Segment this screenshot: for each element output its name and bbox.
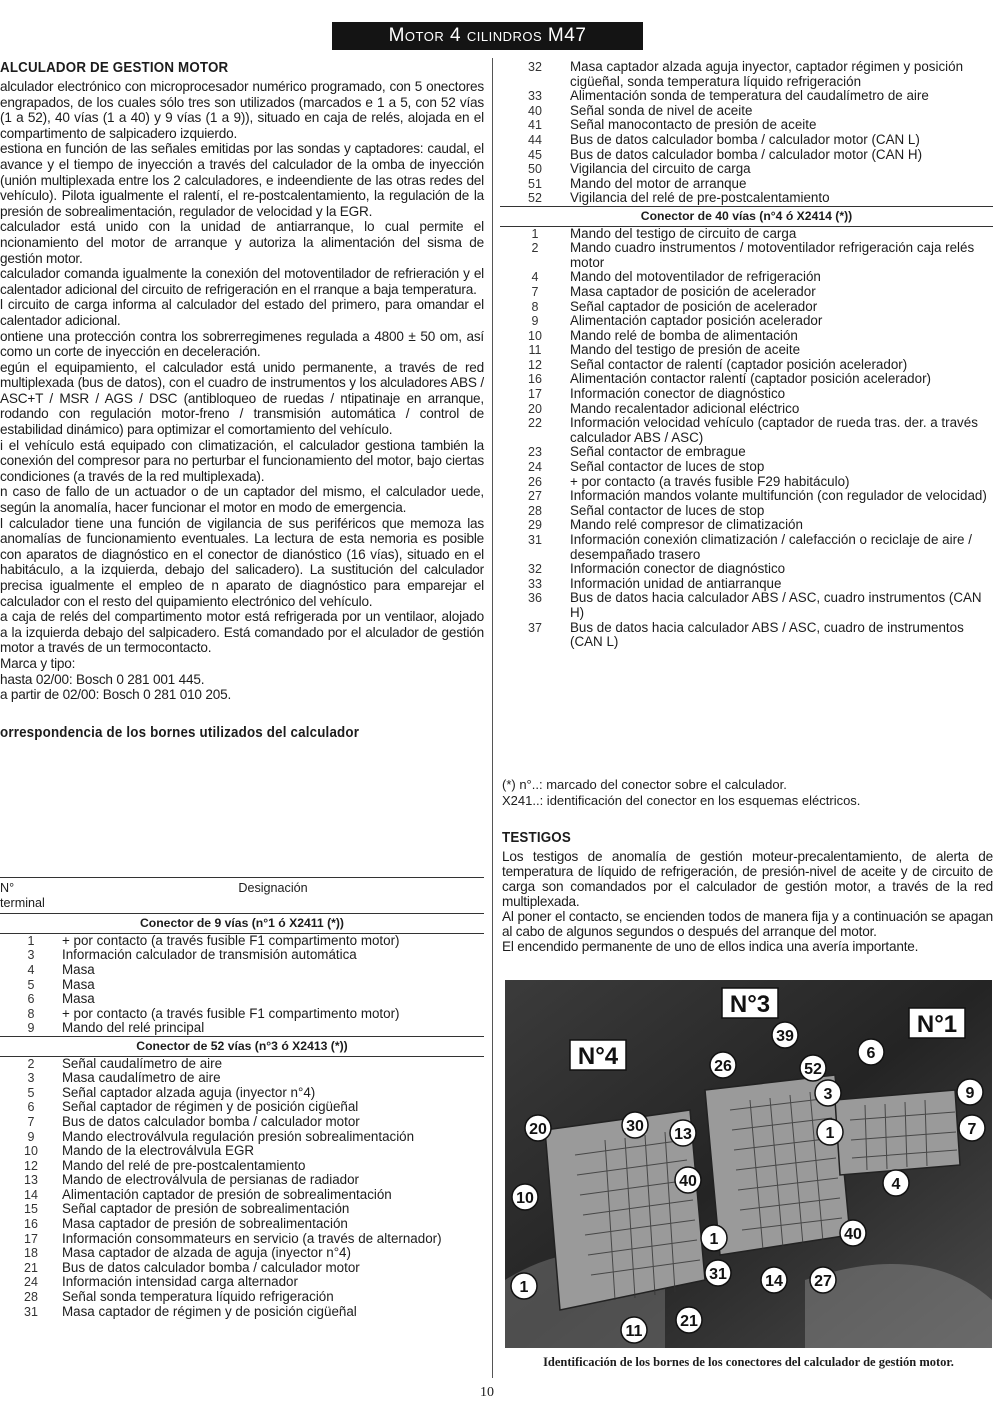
table-row: [0, 978, 484, 993]
terminal-number: 11: [528, 343, 542, 358]
callout-label-c52: 52: [804, 1061, 822, 1078]
terminal-number: 4: [27, 962, 35, 977]
table-row: [0, 1188, 484, 1203]
table-row: [500, 191, 993, 206]
terminal-number: 33: [528, 89, 542, 104]
terminal-number: 18: [24, 1246, 38, 1261]
terminal-number: 8: [531, 299, 539, 314]
terminal-number: 28: [528, 503, 542, 518]
terminal-designation: Información conector de diagnóstico: [570, 561, 786, 577]
label-n1: N°1: [916, 1011, 958, 1038]
footnote-marker: (*) n°..: marcado del conector sobre el calculador.: [502, 777, 787, 792]
terminal-designation: Masa: [62, 976, 95, 992]
col-designacion: Designación: [62, 878, 484, 914]
terminal-designation: Información conector de diagnóstico: [570, 386, 786, 402]
table-row: [500, 518, 993, 533]
connector-photo: [505, 980, 992, 1348]
terminal-number: 4: [531, 270, 539, 285]
table-row: [0, 933, 484, 948]
terminal-designation: Vigilancia del circuito de carga: [570, 161, 751, 177]
terminal-designation: Alimentación captador posición acelerador: [570, 313, 823, 329]
table-row: [0, 948, 484, 963]
terminal-designation: Señal sonda temperatura líquido refrigeración: [62, 1289, 334, 1305]
table-row: [0, 1130, 484, 1145]
table-row: [500, 104, 993, 119]
terminal-number: 5: [27, 977, 35, 992]
terminal-designation: Alimentación contactor ralentí (captador posición acelerador): [570, 371, 931, 387]
table-row: [500, 314, 993, 329]
terminal-number: 8: [27, 1006, 35, 1021]
table-row: [0, 1071, 484, 1086]
terminal-designation: Mando del testigo de presión de aceite: [570, 342, 801, 358]
terminal-number: 50: [528, 162, 542, 177]
table-row: [500, 148, 993, 163]
terminal-number: 20: [528, 401, 542, 416]
left-column: [0, 60, 484, 741]
terminal-designation: Bus de datos hacia calculador ABS / ASC, cuadro de instrumentos (CAN L): [570, 619, 964, 650]
table-row: [0, 1202, 484, 1217]
paragraph: alculador electrónico con microprocesador numérico programado, con 5 onectores engrapados, de los cuales sólo tres son utilizados (marcados e 1 a 5, con 52 vías (1 a 52), 40 vías (1 a 40) y 9 vías (1 a 9)), situado en caja de relés, alojada en el compartimento de salpicadero izquierdo.: [0, 79, 484, 141]
table-row: [0, 1275, 484, 1290]
table-row: [0, 1021, 484, 1036]
paragraph: n caso de fallo de un actuador o de un captador del mismo, el calculador uede, según la anomalía, hacer funcionar el motor en modo de emergencia.: [0, 484, 484, 516]
paragraph: egún el equipamiento, el calculador está unido permanente, a través de red multiplexada (bus de datos), con el cuadro de instrumentos y los alculadores ABS / ASC+T / MSR / AGS / DSC (antibloqueo de ruedas / ntipatinaje en arranque, rodando con regulación motor-freno / transmisión automática / control de estabilidad dinámico) para optimizar el comortamiento del vehículo.: [0, 359, 484, 438]
table-title: orrespondencia de los bornes utilizados del calculador: [0, 724, 360, 741]
terminal-designation: Mando de electroválvula de persianas de radiador: [62, 1172, 360, 1188]
terminal-designation: Masa captador de régimen y de posición cigüeñal: [62, 1303, 357, 1319]
page-banner: [332, 22, 643, 50]
connector-40-header: Conector de 40 vías (n°4 ó X2414 (*)): [500, 206, 993, 226]
terminal-designation: Mando relé compresor de climatización: [570, 517, 803, 533]
calculador-description: [0, 79, 484, 703]
terminal-designation: Información intensidad carga alternador: [62, 1274, 298, 1290]
terminal-designation: Información conexión climatización / calefacción o reciclaje de aire / desempañado trasero: [570, 532, 972, 562]
terminal-number: 26: [528, 474, 542, 489]
table-row: [500, 358, 993, 373]
paragraph: Marca y tipo:: [0, 655, 76, 671]
table-row: [500, 489, 993, 504]
terminal-designation: Mando recalentador adicional eléctrico: [570, 400, 800, 416]
terminal-designation: Información velocidad vehículo (captador de rueda tras. der. a través calculador ABS / ASC): [570, 415, 978, 445]
callout-label-c9: 9: [965, 1085, 975, 1102]
table-row: [500, 329, 993, 344]
terminal-number: 28: [24, 1290, 38, 1305]
terminal-designation: Mando cuadro instrumentos / motoventilador refrigeración caja relés motor: [570, 240, 975, 270]
terminal-designation: Bus de datos hacia calculador ABS / ASC, cuadro instrumentos (CAN H): [570, 590, 982, 620]
table-row: [500, 475, 993, 490]
terminal-number: 40: [528, 103, 542, 118]
table-row: [500, 445, 993, 460]
terminal-number: 45: [528, 147, 542, 162]
terminal-number: 3: [27, 948, 35, 963]
table-row: [0, 1056, 484, 1071]
terminal-number: 6: [27, 1100, 35, 1115]
terminal-designation: Señal contactor de embrague: [570, 444, 746, 460]
terminal-designation: Señal captador alzada aguja (inyector n°4): [62, 1084, 316, 1100]
terminal-designation: Bus de datos calculador bomba / calculador motor: [62, 1259, 360, 1275]
terminal-number: 23: [528, 445, 542, 460]
table-row: [500, 241, 993, 270]
table-row: [500, 118, 993, 133]
callout-label-c6: 6: [866, 1045, 876, 1062]
callout-label-c11: 11: [625, 1323, 643, 1340]
terminal-designation: Señal captador de presión de sobrealimentación: [62, 1201, 350, 1217]
terminal-number: 1: [27, 933, 35, 948]
table-row: [500, 591, 993, 620]
terminal-number: 2: [531, 241, 539, 256]
terminal-number: 31: [24, 1304, 38, 1319]
table-row: [500, 372, 993, 387]
callout-label-c4: 4: [891, 1176, 901, 1193]
label-n4: N°4: [577, 1043, 619, 1070]
terminal-number: 6: [27, 992, 35, 1007]
terminal-number: 29: [528, 518, 542, 533]
table-row: [0, 992, 484, 1007]
terminal-number: 24: [24, 1275, 38, 1290]
terminal-number: 17: [24, 1231, 38, 1246]
terminal-designation: Mando del testigo de circuito de carga: [570, 225, 797, 241]
connector-52-rows: [0, 1056, 484, 1319]
terminal-number: 51: [528, 176, 542, 191]
paragraph: El encendido permanente de uno de ellos indica una avería importante.: [502, 939, 919, 954]
terminal-number: 41: [528, 118, 542, 133]
table-row: [0, 1159, 484, 1174]
terminal-number: 1: [531, 226, 539, 241]
table-row: [500, 226, 993, 241]
table-row: [0, 1305, 484, 1320]
label-n3: N°3: [729, 991, 771, 1018]
callout-label-c7: 7: [967, 1121, 977, 1138]
callout-label-c1b: 1: [709, 1231, 719, 1248]
terminal-number: 12: [528, 357, 542, 372]
connector-40-rows: [500, 226, 993, 650]
callout-label-c40b: 40: [844, 1226, 862, 1243]
paragraph: a caja de relés del compartimento motor está refrigerada por un ventilaor, alojado a la izquierda debajo del salpicadero. Está comandado por el alculador de gestión motor a través de un termocontacto.: [0, 609, 484, 656]
paragraph: i el vehículo está equipado con climatización, el calculador gestiona también la conexión del compresor para no perturbar el funcionamiento del motor, bajo ciertas condiciones (a través de la red multiplexada).: [0, 437, 484, 484]
paragraph: Los testigos de anomalía de gestión moteur-precalentamiento, de alerta de temperatura de líquido de refrigeración, de presión-nivel de aceite y de circuito de carga son comandados por el calculador de gestión motor, a través de la red multiplexada.: [502, 849, 993, 909]
terminal-designation: Bus de datos calculador bomba / calculador motor: [62, 1113, 360, 1129]
terminal-number: 16: [24, 1217, 38, 1232]
terminal-number: 10: [24, 1144, 38, 1159]
callout-label-c1c: 1: [519, 1279, 529, 1296]
terminal-number: 32: [528, 60, 542, 74]
terminal-number: 37: [528, 620, 542, 635]
terminal-number: 31: [528, 533, 542, 547]
terminal-number: 36: [528, 591, 542, 606]
terminal-designation: Información mandos volante multifunción (con regulador de velocidad): [570, 488, 987, 504]
terminal-designation: Señal contactor de luces de stop: [570, 459, 765, 475]
photo-caption: Identificación de los bornes de los conectores del calculador de gestión motor.: [543, 1355, 954, 1369]
terminal-designation: Información unidad de antiarranque: [570, 575, 782, 591]
paragraph: a partir de 02/00: Bosch 0 281 010 205.: [0, 687, 232, 703]
paragraph: Al poner el contacto, se encienden todos de manera fija y a continuación se apagan al cabo de algunos segundos o después del arranque del motor.: [502, 909, 993, 939]
terminal-number: 7: [531, 284, 539, 299]
banner-text: Motor 4 cilindros M47: [388, 25, 587, 46]
terminal-number: 17: [528, 387, 542, 402]
callout-label-c1a: 1: [825, 1125, 835, 1142]
callout-label-c13: 13: [674, 1126, 692, 1143]
table-header-row: [0, 878, 484, 914]
terminal-designation: Mando de la electroválvula EGR: [62, 1143, 255, 1159]
paragraph: calculador comanda igualmente la conexión del motoventilador de refrieración y el calentador adicional del circuito de refrigeración en el rranque a baja temperatura.: [0, 266, 484, 297]
connector-9-header: Conector de 9 vías (n°1 ó X2411 (*)): [0, 914, 484, 934]
footnotes: [502, 777, 860, 809]
table-row: [500, 416, 993, 445]
table-row: [0, 1086, 484, 1101]
terminal-designation: Mando relé de bomba de alimentación: [570, 327, 798, 343]
table-row: [500, 533, 993, 562]
terminal-designation: Información consommateurs en servicio (a través de alternador): [62, 1230, 442, 1246]
terminal-designation: Bus de datos calculador bomba / calculador motor (CAN L): [570, 131, 920, 147]
table-row: [500, 177, 993, 192]
table-row: [500, 621, 993, 650]
terminal-designation: Masa captador de presión de sobrealimentación: [62, 1216, 348, 1232]
table-row: [0, 1232, 484, 1247]
terminal-designation: Señal contactor de luces de stop: [570, 502, 765, 518]
terminal-designation: Señal caudalímetro de aire: [62, 1055, 223, 1071]
section-heading-testigos: TESTIGOS: [502, 830, 571, 846]
terminal-number: 2: [27, 1056, 35, 1071]
table-row: [500, 270, 993, 285]
table-row: [500, 504, 993, 519]
callout-label-c14: 14: [765, 1273, 783, 1290]
terminal-designation: Señal contactor de ralentí (captador posición acelerador): [570, 356, 908, 372]
terminal-number: 9: [531, 314, 539, 329]
terminal-designation: Señal manocontacto de presión de aceite: [570, 117, 817, 133]
terminal-number: 14: [24, 1187, 38, 1202]
table-row: [500, 133, 993, 148]
terminal-number: 32: [528, 562, 542, 577]
terminal-number: 27: [528, 489, 542, 504]
terminal-number: 3: [27, 1071, 35, 1086]
table-row: [0, 1290, 484, 1305]
terminal-table-right: [500, 60, 993, 650]
table-row: [500, 562, 993, 577]
terminal-number: 13: [24, 1173, 38, 1188]
terminal-designation: Mando del motor de arranque: [570, 175, 747, 191]
table-row: [500, 89, 993, 104]
paragraph: ontiene una protección contra los sobrerregimenes regulada a 4800 ± 50 om, así como un corte de inyección en deceleración.: [0, 328, 484, 360]
terminal-number: 7: [27, 1114, 35, 1129]
terminal-number: 33: [528, 576, 542, 591]
terminal-designation: Señal sonda de nivel de aceite: [570, 102, 753, 118]
connector-illustration: [505, 980, 992, 1348]
section-heading-calculador: ALCULADOR DE GESTION MOTOR: [0, 60, 229, 76]
table-row: [500, 285, 993, 300]
callout-label-c39: 39: [776, 1028, 794, 1045]
connector-9-rows: [0, 933, 484, 1036]
callout-label-c10: 10: [516, 1190, 534, 1207]
terminal-designation: Bus de datos calculador bomba / calculador motor (CAN H): [570, 146, 923, 162]
footnote-connector: X241..: identificación del conector en los esquemas eléctricos.: [502, 793, 861, 808]
testigos-text: [502, 849, 993, 954]
terminal-number: 10: [528, 328, 542, 343]
table-row: [500, 60, 993, 89]
terminal-designation: Masa captador de posición de acelerador: [570, 283, 816, 299]
table-row: [0, 1115, 484, 1130]
terminal-number: 21: [24, 1260, 38, 1275]
terminal-table-left: [0, 877, 484, 1319]
table-row: [0, 1007, 484, 1022]
terminal-number: 24: [528, 460, 542, 475]
callout-label-c30: 30: [626, 1118, 644, 1135]
table-row: [0, 1100, 484, 1115]
terminal-designation: Vigilancia del relé de pre-postcalentamiento: [570, 190, 830, 206]
terminal-designation: Mando del relé principal: [62, 1020, 205, 1036]
terminal-number: 15: [24, 1202, 38, 1217]
table-row: [0, 1217, 484, 1232]
table-row: [500, 402, 993, 417]
terminal-number: 9: [27, 1021, 35, 1036]
table-row: [0, 1173, 484, 1188]
terminal-designation: Mando electroválvula regulación presión sobrealimentación: [62, 1128, 415, 1144]
table-row: [0, 1144, 484, 1159]
terminal-designation: Señal captador de régimen y de posición cigüeñal: [62, 1099, 359, 1115]
terminal-number: 52: [528, 191, 542, 206]
testigos-section: [502, 830, 993, 954]
paragraph: hasta 02/00: Bosch 0 281 001 445.: [0, 671, 205, 687]
table-row: [500, 460, 993, 475]
table-row: [500, 162, 993, 177]
terminal-designation: + por contacto (a través fusible F1 compartimento motor): [62, 1005, 400, 1021]
column-divider: [492, 58, 493, 1378]
terminal-designation: Señal captador de posición de acelerador: [570, 298, 818, 314]
terminal-designation: Alimentación captador de presión de sobrealimentación: [62, 1186, 392, 1202]
terminal-designation: Masa caudalímetro de aire: [62, 1070, 221, 1086]
terminal-designation: Masa captador alzada aguja inyector, captador régimen y posición cigüeñal, sonda temperatura líquido refrigeración: [570, 59, 964, 89]
callout-label-c3: 3: [823, 1086, 833, 1103]
terminal-designation: Mando del relé de pre-postcalentamiento: [62, 1157, 306, 1173]
table-row: [500, 387, 993, 402]
paragraph: calculador está unido con la unidad de antiarranque, lo cual permite el ncionamiento del motor de arranque y autoriza la alimentación del sisma de gestión motor.: [0, 219, 484, 266]
terminal-designation: Masa: [62, 991, 95, 1007]
terminal-number: 9: [27, 1129, 35, 1144]
table-row: [0, 1261, 484, 1276]
terminal-number: 5: [27, 1085, 35, 1100]
connector-52-rows-continued: [500, 60, 993, 206]
callout-label-c40a: 40: [679, 1173, 697, 1190]
terminal-designation: + por contacto (a través fusible F29 habitáculo): [570, 473, 850, 489]
connector-52-header: Conector de 52 vías (n°3 ó X2413 (*)): [0, 1036, 484, 1056]
col-terminal: N° terminal: [0, 878, 62, 914]
callout-label-c26: 26: [714, 1058, 732, 1075]
callout-label-c21: 21: [680, 1313, 698, 1330]
terminal-designation: Masa: [62, 961, 95, 977]
terminal-number: 44: [528, 132, 542, 147]
terminal-designation: Masa captador de alzada de aguja (inyector n°4): [62, 1245, 351, 1261]
terminal-designation: Información calculador de transmisión automática: [62, 947, 357, 963]
terminal-designation: Alimentación sonda de temperatura del caudalímetro de aire: [570, 88, 929, 104]
table-row: [0, 1246, 484, 1261]
terminal-number: 12: [24, 1158, 38, 1173]
callout-label-c31: 31: [709, 1266, 727, 1283]
table-row: [500, 577, 993, 592]
paragraph: l calculador tiene una función de vigilancia de sus periféricos que memoza las anomalías de funcionamiento eventuales. La lectura de esta nemoria es posible con aparatos de diagnóstico en el conector de dianóstico (16 vías), situado en el habitáculo, a la izquierda, debajo del salicadero). La sustitución del calculador precisa igualmente el empleo de n aparato de diagnóstico para emparejar el calculador con el resto del quipamiento electrónico del vehículo.: [0, 515, 484, 609]
table-row: [0, 963, 484, 978]
paragraph: estiona en función de las señales emitidas por las sondas y captadores: caudal, el avance y el tiempo de inyección a través del calculador de la omba de inyección (unión multiplexada entre los 2 calculadores, e indeendiente de las otras redes del vehículo). Pilota igualmente el ralentí, el re-postcalentamiento, la regulación de la presión de sobrealimentación, regulador de velocidad y la EGR.: [0, 141, 484, 219]
terminal-designation: Mando del motoventilador de refrigeración: [570, 269, 821, 285]
table-row: [500, 343, 993, 358]
terminal-number: 22: [528, 416, 542, 431]
table-row: [500, 300, 993, 315]
callout-label-c20: 20: [529, 1121, 547, 1138]
terminal-number: 16: [528, 372, 542, 387]
page-number: 10: [480, 1385, 494, 1400]
paragraph: l circuito de carga informa al calculador del estado del primero, para omandar el calentador adicional.: [0, 297, 484, 328]
terminal-designation: + por contacto (a través fusible F1 compartimento motor): [62, 932, 400, 948]
callout-label-c27: 27: [814, 1273, 832, 1290]
